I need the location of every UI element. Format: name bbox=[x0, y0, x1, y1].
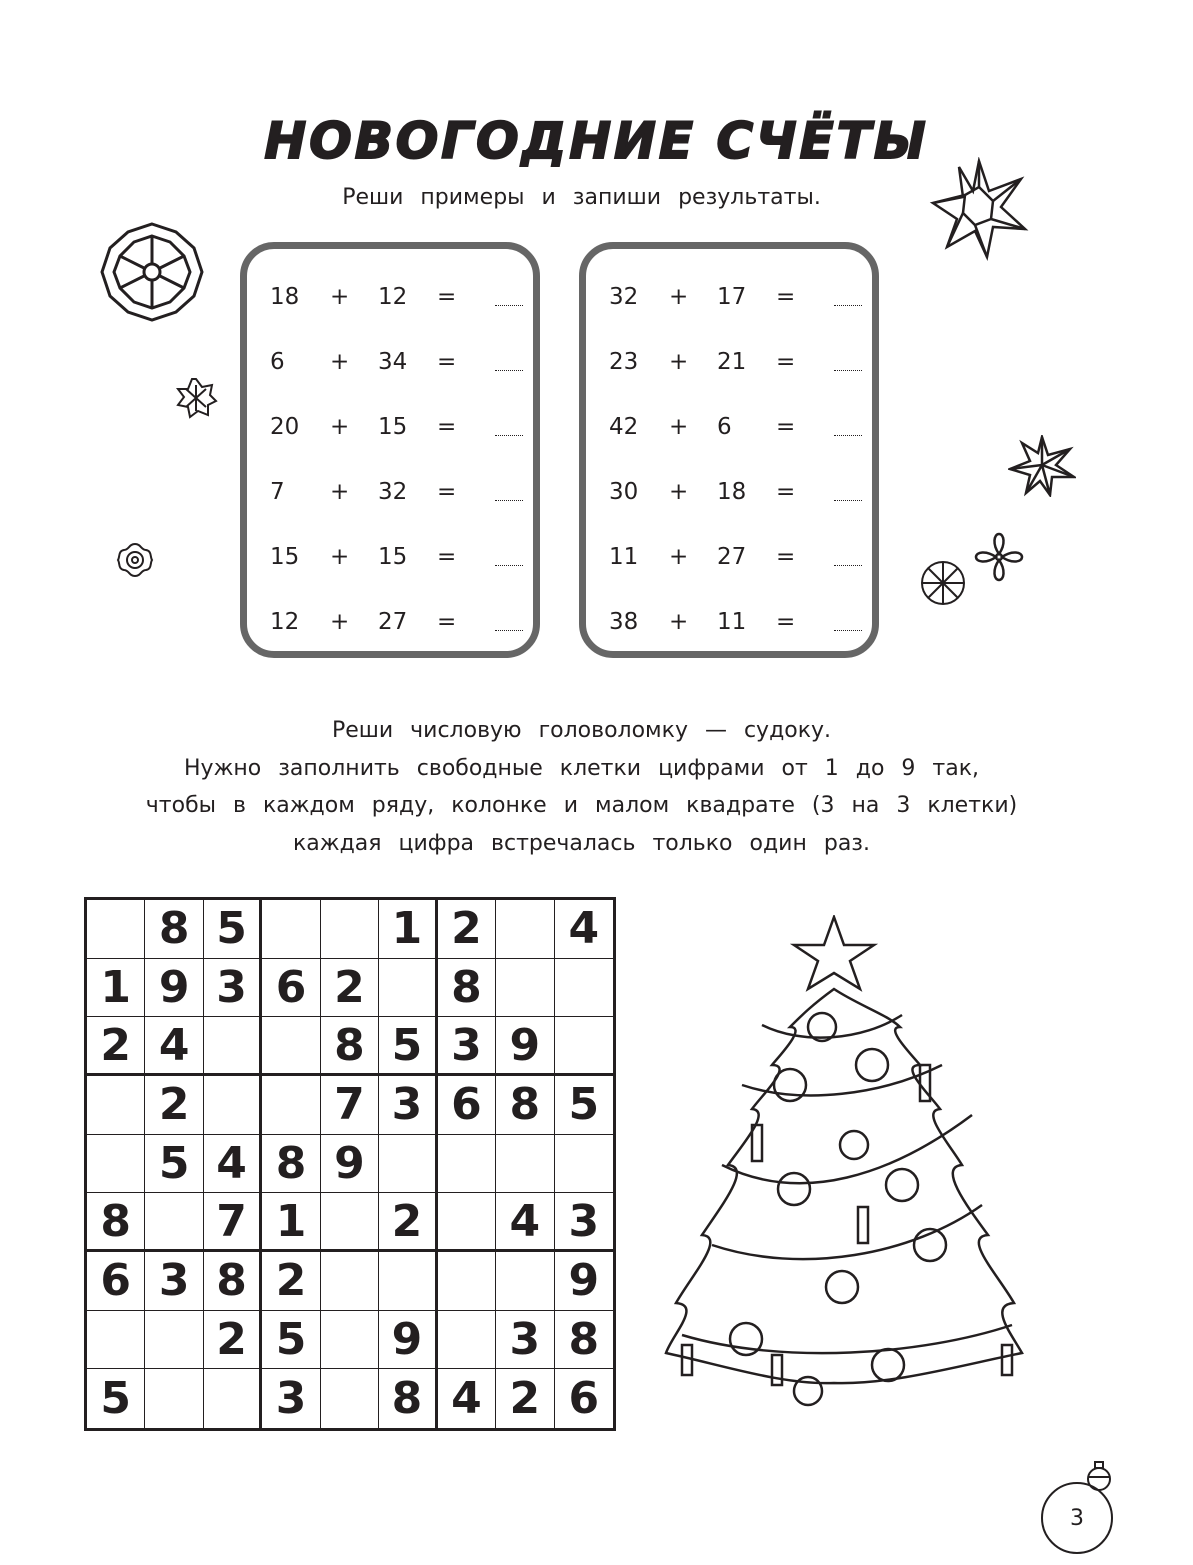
equals-sign: = bbox=[437, 414, 457, 440]
sudoku-cell: 4 bbox=[204, 1135, 262, 1194]
sudoku-cell[interactable] bbox=[87, 1311, 145, 1370]
equation-term-b: 12 bbox=[378, 284, 408, 310]
equation-row bbox=[247, 284, 533, 324]
equals-sign: = bbox=[776, 609, 796, 635]
equals-sign: = bbox=[437, 479, 457, 505]
snowflake-icon bbox=[972, 530, 1026, 584]
sudoku-cell[interactable] bbox=[321, 1252, 379, 1311]
equation-row bbox=[247, 414, 533, 454]
answer-blank[interactable] bbox=[834, 629, 862, 631]
sudoku-cell: 4 bbox=[145, 1017, 203, 1076]
equation-term-b: 15 bbox=[378, 544, 408, 570]
equation-row bbox=[586, 479, 872, 519]
equation-row bbox=[586, 414, 872, 454]
sudoku-cell[interactable] bbox=[496, 1135, 554, 1194]
sudoku-cell: 6 bbox=[87, 1252, 145, 1311]
sudoku-cell: 8 bbox=[321, 1017, 379, 1076]
sudoku-cell: 8 bbox=[555, 1311, 613, 1370]
equation-term-b: 15 bbox=[378, 414, 408, 440]
equation-term-b: 17 bbox=[717, 284, 747, 310]
sudoku-cell[interactable] bbox=[438, 1193, 496, 1252]
equation-term-a: 7 bbox=[270, 479, 285, 505]
christmas-tree-icon bbox=[662, 915, 1032, 1415]
equation-term-a: 42 bbox=[609, 414, 639, 440]
sudoku-cell[interactable] bbox=[262, 1076, 320, 1135]
sudoku-cell: 5 bbox=[145, 1135, 203, 1194]
sudoku-cell: 3 bbox=[555, 1193, 613, 1252]
sudoku-cell: 9 bbox=[145, 959, 203, 1018]
sudoku-cell[interactable] bbox=[321, 1369, 379, 1428]
sudoku-cell: 7 bbox=[204, 1193, 262, 1252]
sudoku-cell[interactable] bbox=[555, 1135, 613, 1194]
sudoku-cell: 4 bbox=[496, 1193, 554, 1252]
equation-row bbox=[247, 349, 533, 389]
sudoku-cell[interactable] bbox=[438, 1311, 496, 1370]
sudoku-cell: 3 bbox=[204, 959, 262, 1018]
sudoku-cell[interactable] bbox=[555, 959, 613, 1018]
equation-term-a: 18 bbox=[270, 284, 300, 310]
sudoku-cell[interactable] bbox=[379, 1135, 437, 1194]
sudoku-cell: 6 bbox=[262, 959, 320, 1018]
answer-blank[interactable] bbox=[834, 434, 862, 436]
sudoku-cell[interactable] bbox=[496, 900, 554, 959]
equals-sign: = bbox=[437, 609, 457, 635]
equation-term-a: 20 bbox=[270, 414, 300, 440]
equation-term-a: 11 bbox=[609, 544, 639, 570]
answer-blank[interactable] bbox=[495, 499, 523, 501]
sudoku-cell: 3 bbox=[438, 1017, 496, 1076]
equation-row bbox=[586, 609, 872, 649]
sudoku-cell: 6 bbox=[568, 1373, 600, 1425]
equation-term-b: 27 bbox=[717, 544, 747, 570]
answer-blank[interactable] bbox=[834, 564, 862, 566]
equation-row bbox=[247, 544, 533, 584]
equals-sign: = bbox=[776, 544, 796, 570]
equals-sign: = bbox=[437, 349, 457, 375]
examples-panel-left bbox=[240, 242, 540, 658]
equation-row bbox=[586, 284, 872, 324]
equation-operator: + bbox=[330, 414, 350, 440]
equation-term-b: 34 bbox=[378, 349, 408, 375]
sudoku-cell: 3 bbox=[379, 1076, 437, 1135]
equals-sign: = bbox=[776, 284, 796, 310]
equation-operator: + bbox=[330, 609, 350, 635]
sudoku-cell: 5 bbox=[262, 1311, 320, 1370]
page-title: НОВОГОДНИЕ СЧЁТЫ bbox=[264, 112, 929, 170]
equation-operator: + bbox=[330, 544, 350, 570]
equals-sign: = bbox=[776, 479, 796, 505]
sudoku-cell[interactable] bbox=[145, 1311, 203, 1370]
sudoku-grid bbox=[84, 897, 616, 1431]
instruction-line: каждая цифра встречалась только один раз. bbox=[292, 830, 870, 856]
sudoku-cell[interactable] bbox=[321, 1311, 379, 1370]
sudoku-cell: 2 bbox=[204, 1311, 262, 1370]
equation-term-a: 12 bbox=[270, 609, 300, 635]
equation-row bbox=[247, 609, 533, 649]
sudoku-cell[interactable] bbox=[262, 1017, 320, 1076]
sudoku-cell: 5 bbox=[555, 1076, 613, 1135]
sudoku-cell: 8 bbox=[145, 900, 203, 959]
equation-term-b: 11 bbox=[717, 609, 747, 635]
answer-blank[interactable] bbox=[834, 499, 862, 501]
equation-term-a: 38 bbox=[609, 609, 639, 635]
sudoku-cell: 9 bbox=[555, 1252, 613, 1311]
sudoku-cell[interactable] bbox=[204, 1369, 262, 1428]
sudoku-cell: 8 bbox=[262, 1135, 320, 1194]
sudoku-cell[interactable] bbox=[262, 900, 320, 959]
sudoku-cell[interactable] bbox=[87, 1076, 145, 1135]
page-number: 3 bbox=[1041, 1482, 1113, 1554]
sudoku-cell: 9 bbox=[379, 1311, 437, 1370]
sudoku-cell: 3 bbox=[145, 1252, 203, 1311]
equation-term-a: 23 bbox=[609, 349, 639, 375]
sudoku-cell: 6 bbox=[438, 1076, 496, 1135]
sudoku-cell[interactable] bbox=[145, 1193, 203, 1252]
sudoku-cell[interactable] bbox=[87, 1135, 145, 1194]
equation-operator: + bbox=[669, 349, 689, 375]
equation-operator: + bbox=[669, 414, 689, 440]
sudoku-cell: 2 bbox=[438, 900, 496, 959]
snowflake-icon bbox=[174, 377, 218, 419]
sudoku-cell[interactable] bbox=[379, 1252, 437, 1311]
equation-row bbox=[586, 349, 872, 389]
sudoku-cell: 8 bbox=[204, 1252, 262, 1311]
answer-blank[interactable] bbox=[495, 304, 523, 306]
sudoku-cell: 4 bbox=[438, 1369, 496, 1428]
equals-sign: = bbox=[437, 284, 457, 310]
sudoku-cell: 2 bbox=[145, 1076, 203, 1135]
equation-term-a: 6 bbox=[270, 349, 285, 375]
sudoku-cell: 1 bbox=[262, 1193, 320, 1252]
sudoku-cell: 3 bbox=[262, 1369, 320, 1428]
equation-operator: + bbox=[669, 479, 689, 505]
sudoku-cell: 2 bbox=[496, 1369, 554, 1428]
equation-operator: + bbox=[330, 479, 350, 505]
equation-operator: + bbox=[669, 284, 689, 310]
sudoku-cell: 8 bbox=[438, 959, 496, 1018]
sudoku-cell: 9 bbox=[496, 1017, 554, 1076]
answer-blank[interactable] bbox=[495, 564, 523, 566]
answer-blank[interactable] bbox=[834, 369, 862, 371]
snowflake-icon bbox=[114, 541, 156, 579]
sudoku-cell[interactable] bbox=[496, 959, 554, 1018]
sudoku-cell: 8 bbox=[87, 1193, 145, 1252]
star-snowflake-icon bbox=[929, 157, 1029, 261]
equation-term-a: 32 bbox=[609, 284, 639, 310]
instruction-sudoku bbox=[0, 712, 1163, 862]
sudoku-cell: 2 bbox=[87, 1017, 145, 1076]
instruction-line: чтобы в каждом ряду, колонке и малом квадрате (3 на 3 клетки) bbox=[145, 793, 1018, 818]
sudoku-cell[interactable] bbox=[496, 1252, 554, 1311]
sudoku-cell: 2 bbox=[262, 1252, 320, 1311]
sudoku-cell: 5 bbox=[379, 1017, 437, 1076]
equals-sign: = bbox=[437, 544, 457, 570]
sudoku-cell[interactable] bbox=[555, 1017, 613, 1076]
answer-blank[interactable] bbox=[834, 304, 862, 306]
equation-operator: + bbox=[669, 544, 689, 570]
sudoku-cell[interactable] bbox=[379, 959, 437, 1018]
sudoku-cell: 1 bbox=[379, 900, 437, 959]
sudoku-cell: 8 bbox=[379, 1369, 437, 1428]
sudoku-cell: 8 bbox=[496, 1076, 554, 1135]
examples-panel-right bbox=[579, 242, 879, 658]
sudoku-cell[interactable] bbox=[438, 1252, 496, 1311]
answer-blank[interactable] bbox=[495, 629, 523, 631]
snowflake-icon bbox=[96, 218, 208, 326]
equation-row bbox=[247, 479, 533, 519]
equation-term-b: 21 bbox=[717, 349, 747, 375]
sudoku-cell: 5 bbox=[87, 1369, 145, 1428]
sudoku-cell: 2 bbox=[379, 1193, 437, 1252]
sudoku-cell: 9 bbox=[321, 1135, 379, 1194]
answer-blank[interactable] bbox=[495, 369, 523, 371]
equation-term-b: 18 bbox=[717, 479, 747, 505]
equation-term-b: 6 bbox=[717, 414, 732, 440]
answer-blank[interactable] bbox=[495, 434, 523, 436]
sudoku-cell[interactable] bbox=[87, 900, 145, 959]
sudoku-cell: 2 bbox=[321, 959, 379, 1018]
instruction-line: Реши числовую головоломку — судоку. bbox=[331, 718, 832, 743]
sudoku-cell: 5 bbox=[204, 900, 262, 959]
sudoku-cell[interactable] bbox=[204, 1076, 262, 1135]
equation-term-b: 27 bbox=[378, 609, 408, 635]
sudoku-cell[interactable] bbox=[321, 1193, 379, 1252]
equals-sign: = bbox=[776, 414, 796, 440]
sudoku-cell: 3 bbox=[496, 1311, 554, 1370]
instruction-examples: Реши примеры и запиши результаты. bbox=[342, 185, 821, 210]
sudoku-cell[interactable] bbox=[145, 1369, 203, 1428]
sudoku-cell: 4 bbox=[555, 900, 613, 959]
equation-term-a: 30 bbox=[609, 479, 639, 505]
sudoku-cell: 1 bbox=[87, 959, 145, 1018]
equals-sign: = bbox=[776, 349, 796, 375]
equation-operator: + bbox=[330, 284, 350, 310]
sudoku-cell: 7 bbox=[321, 1076, 379, 1135]
equation-operator: + bbox=[330, 349, 350, 375]
snowflake-icon bbox=[918, 558, 968, 608]
equation-term-b: 32 bbox=[378, 479, 408, 505]
instruction-line: Нужно заполнить свободные клетки цифрами от 1 до 9 так, bbox=[184, 755, 979, 781]
sudoku-cell[interactable] bbox=[204, 1017, 262, 1076]
sudoku-cell[interactable] bbox=[321, 900, 379, 959]
equation-operator: + bbox=[669, 609, 689, 635]
sudoku-cell[interactable] bbox=[438, 1135, 496, 1194]
equation-row bbox=[586, 544, 872, 584]
equation-term-a: 15 bbox=[270, 544, 300, 570]
star-snowflake-icon bbox=[1008, 435, 1076, 497]
